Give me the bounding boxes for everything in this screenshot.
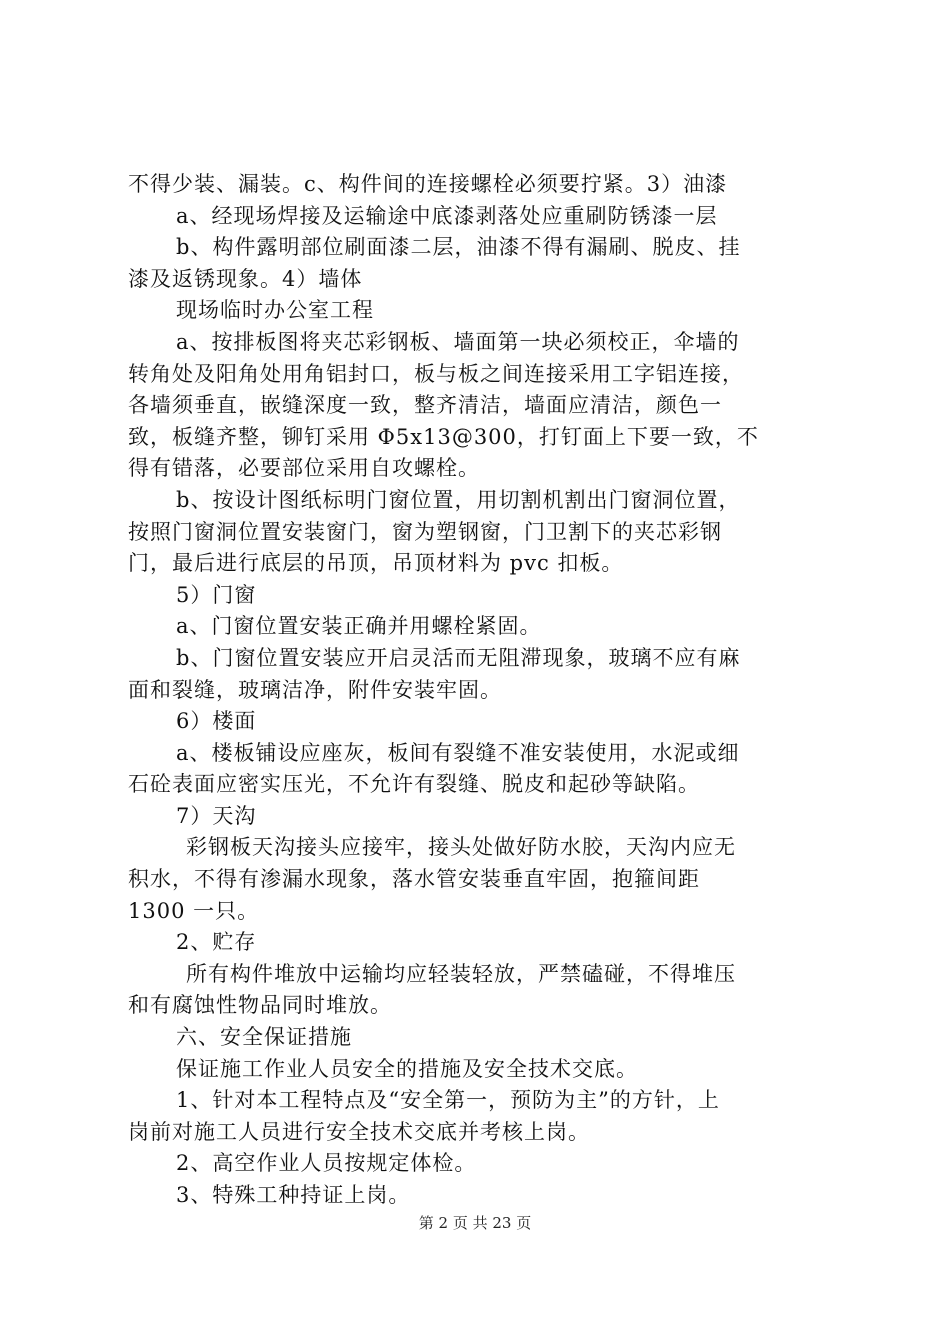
text-line: 彩钢板天沟接头应接牢，接头处做好防水胶，天沟内应无 [186,835,736,860]
text-line: b、按设计图纸标明门窗位置，用切割机割出门窗洞位置， [176,487,741,512]
text-line: a、按排板图将夹芯彩钢板、墙面第一块必须校正，伞墙的 [176,329,740,354]
text-line: b、构件露明部位刷面漆二层，油漆不得有漏刷、脱皮、挂 [176,235,741,260]
text-line: 按照门窗洞位置安装窗门，窗为塑钢窗，门卫割下的夹芯彩钢 [128,519,722,544]
text-line: b、门窗位置安装应开启灵活而无阻滞现象，玻璃不应有麻 [176,645,741,670]
text-line: 门，最后进行底层的吊顶，吊顶材料为 pvc 扣板。 [128,551,624,576]
text-line: a、楼板铺设应座灰，板间有裂缝不准安装使用，水泥或细 [176,740,740,765]
text-line: 致，板缝齐整，铆钉采用 Φ5x13@300，打钉面上下要一致，不 [128,424,759,449]
text-line: 所有构件堆放中运输均应轻装轻放，严禁磕碰，不得堆压 [186,961,736,986]
text-line: 转角处及阳角处用角铝封口，板与板之间连接采用工字铝连接， [128,361,744,386]
text-line: 得有错落，必要部位采用自攻螺栓。 [128,456,480,481]
text-line: 6）楼面 [176,709,257,734]
text-line: 不得少装、漏装。c、构件间的连接螺栓必须要拧紧。3）油漆 [128,172,728,196]
text-line: a、经现场焊接及运输途中底漆剥落处应重刷防锈漆一层 [176,203,718,228]
text-line: 和有腐蚀性物品同时堆放。 [128,993,392,1018]
text-line: 石砼表面应密实压光，不允许有裂缝、脱皮和起砂等缺陷。 [128,772,700,797]
text-line: 面和裂缝，玻璃洁净，附件安装牢固。 [128,677,502,702]
text-line: 积水，不得有渗漏水现象，落水管安装垂直牢固，抱箍间距 [128,867,700,892]
text-line: 2、贮存 [176,930,257,955]
text-line: 1、针对本工程特点及“安全第一，预防为主”的方针，上 [176,1088,720,1113]
body-text [128,169,836,1212]
text-line: 保证施工作业人员安全的措施及安全技术交底。 [176,1056,638,1081]
text-line: 1300 一只。 [128,898,260,923]
text-line: 六、安全保证措施 [176,1025,352,1050]
text-line: 2、高空作业人员按规定体检。 [176,1151,477,1176]
text-line: 5）门窗 [176,582,257,607]
text-line: 3、特殊工种持证上岗。 [176,1183,411,1207]
text-line: 漆及返锈现象。4）墙体 [128,266,363,291]
text-line: 岗前对施工人员进行安全技术交底并考核上岗。 [128,1119,590,1144]
text-line: 各墙须垂直，嵌缝深度一致，整齐清洁，墙面应清洁，颜色一 [128,393,722,418]
text-line: a、门窗位置安装正确并用螺栓紧固。 [176,614,542,639]
page-footer: 第 2 页 共 23 页 [418,1214,532,1232]
text-line: 7）天沟 [176,803,257,828]
text-line: 现场临时办公室工程 [176,298,374,323]
